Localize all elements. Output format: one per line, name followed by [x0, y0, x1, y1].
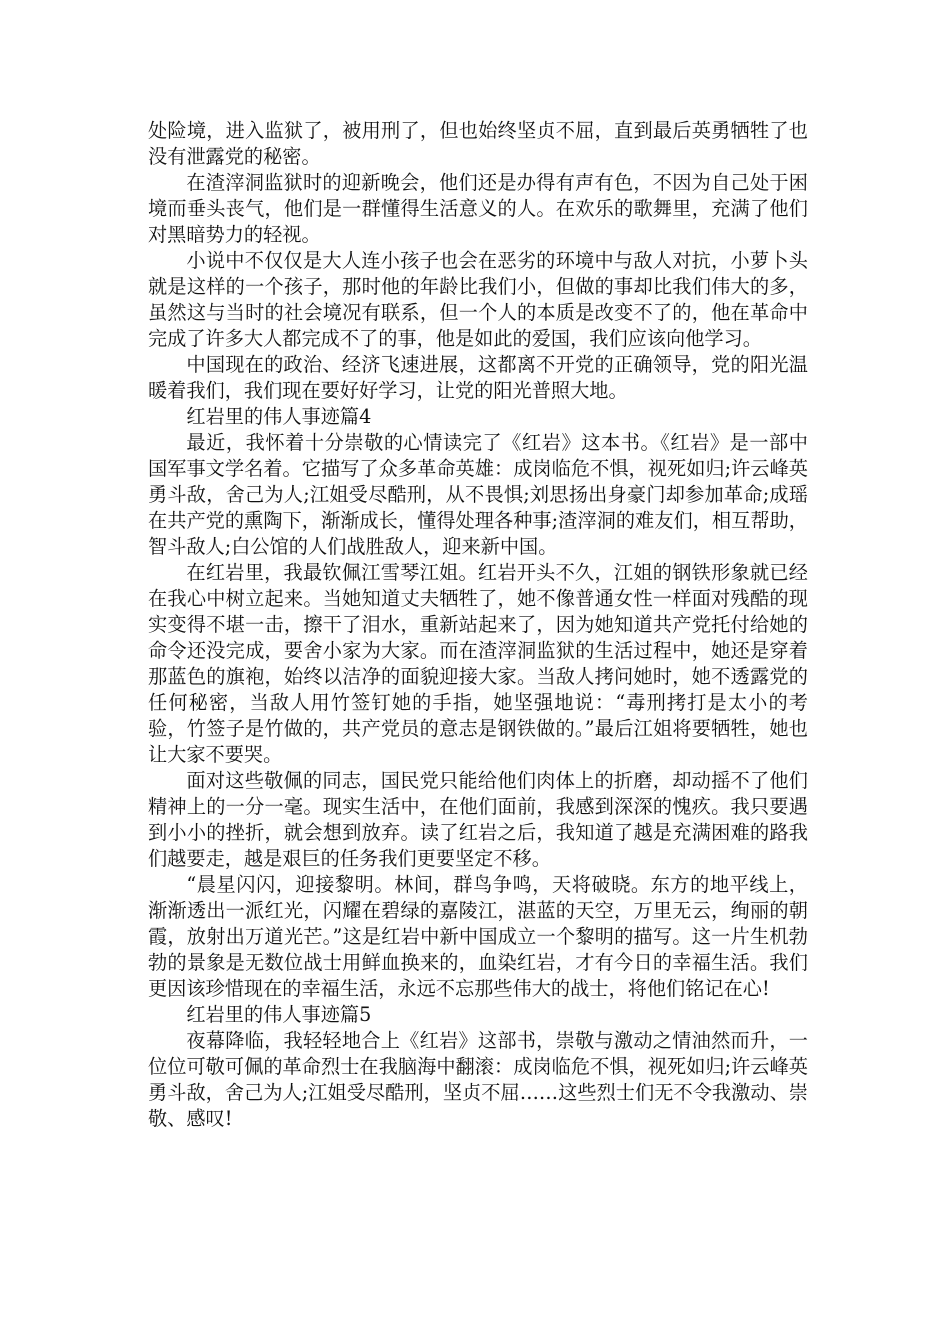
paragraph: 最近，我怀着十分崇敬的心情读完了《红岩》这本书。《红岩》是一部中国军事文学名着。它描写了众多革命英雄：成岗临危不惧，视死如归;许云峰英勇斗敌，舍己为人;江姐受尽酷刑，从不畏惧;刘思扬出身豪门却参加革命;成瑶在共产党的熏陶下，渐渐成长，懂得处理各种事;渣滓洞的难友们，相互帮助，智斗敌人;白公馆的人们战胜敌人，迎来新中国。: [148, 431, 808, 558]
paragraph: 在渣滓洞监狱时的迎新晚会，他们还是办得有声有色，不因为自己处于困境而垂头丧气，他们是一群懂得生活意义的人。在欢乐的歌舞里，充满了他们对黑暗势力的轻视。: [148, 171, 808, 246]
paragraph-continued: 处险境，进入监狱了，被用刑了，但也始终坚贞不屈，直到最后英勇牺牲了也没有泄露党的秘密。: [148, 119, 808, 168]
document-page: [148, 118, 808, 1132]
paragraph: “晨星闪闪，迎接黎明。林间，群鸟争鸣，天将破晓。东方的地平线上，渐渐透出一派红光，闪耀在碧绿的嘉陵江，湛蓝的天空，万里无云，绚丽的朝霞，放射出万道光芒。”这是红岩中新中国成立一个黎明的描写。这一片生机勃勃的景象是无数位战士用鲜血换来的，血染红岩，才有今日的幸福生活。我们更因该珍惜现在的幸福生活，永远不忘那些伟大的战士，将他们铭记在心!: [148, 873, 808, 1000]
paragraph: 夜幕降临，我轻轻地合上《红岩》这部书，崇敬与激动之情油然而升，一位位可敬可佩的革命烈士在我脑海中翻滚：成岗临危不惧，视死如归;许云峰英勇斗敌，舍己为人;江姐受尽酷刑，坚贞不屈……这些烈士们无不令我激动、崇敬、感叹!: [148, 1029, 808, 1130]
paragraph: 在红岩里，我最钦佩江雪琴江姐。红岩开头不久，江姐的钢铁形象就已经在我心中树立起来。当她知道丈夫牺牲了，她不像普通女性一样面对残酷的现实变得不堪一击，擦干了泪水，重新站起来了，因为她知道共产党托付给她的命令还没完成，要舍小家为大家。而在渣滓洞监狱的生活过程中，她还是穿着那蓝色的旗袍，始终以洁净的面貌迎接大家。当敌人拷问她时，她不透露党的任何秘密，当敌人用竹签钉她的手指，她坚强地说：“毒刑拷打是太小的考验，竹签子是竹做的，共产党员的意志是钢铁做的。”最后江姐将要牺牲，她也让大家不要哭。: [148, 561, 808, 766]
section-heading: 红岩里的伟人事迹篇4: [186, 405, 372, 428]
paragraph: 面对这些敬佩的同志，国民党只能给他们肉体上的折磨，却动摇不了他们精神上的一分一毫。现实生活中，在他们面前，我感到深深的愧疚。我只要遇到小小的挫折，就会想到放弃。读了红岩之后，我知道了越是充满困难的路我们越要走，越是艰巨的任务我们更要坚定不移。: [148, 769, 808, 870]
paragraph: 小说中不仅仅是大人连小孩子也会在恶劣的环境中与敌人对抗，小萝卜头就是这样的一个孩子，那时他的年龄比我们小，但做的事却比我们伟大的多，虽然这与当时的社会境况有联系，但一个人的本质是改变不了的，他在革命中完成了许多大人都完成不了的事，他是如此的爱国，我们应该向他学习。: [148, 249, 808, 350]
section-heading: 红岩里的伟人事迹篇5: [186, 1003, 372, 1026]
paragraph: 中国现在的政治、经济飞速进展，这都离不开党的正确领导，党的阳光温暖着我们，我们现在要好好学习，让党的阳光普照大地。: [148, 353, 808, 402]
